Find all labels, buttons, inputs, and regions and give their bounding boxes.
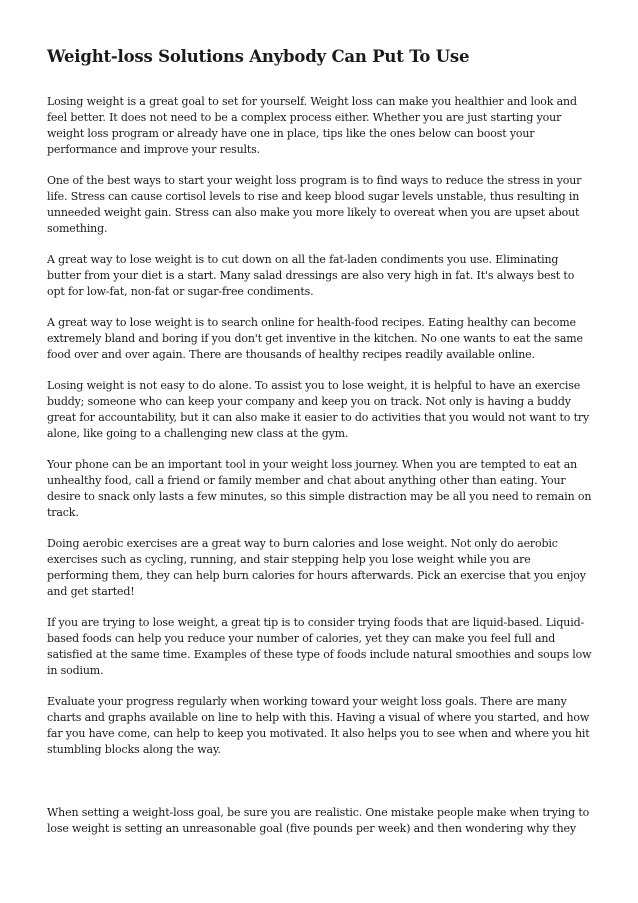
paragraph-stress: One of the best ways to start your weight loss program is to find ways to reduce the stress in your life. Stress can cause cortisol levels to rise and keep blood sugar levels unstable, thus resulting in unneeded weight gain. Stress can also make you more likely to overeat when you are upset about something. bbox=[47, 174, 582, 235]
paragraph-aerobic: Doing aerobic exercises are a great way to burn calories and lose weight. Not only do aerobic exercises such as cycling, running, and stair stepping help you lose weight while you are performing them, they can help burn calories for hours afterwards. Pick an exercise that you enjoy and get started! bbox=[47, 537, 586, 598]
paragraph-realistic-goal: When setting a weight-loss goal, be sure you are realistic. One mistake people make when trying to lose weight is setting an unreasonable goal (five pounds per week) and then wondering why they bbox=[47, 806, 590, 835]
paragraph-liquid-foods: If you are trying to lose weight, a great tip is to consider trying foods that are liquid-based. Liquid-based foods can help you reduce your number of calories, yet they can make you feel full and satisfied at the same time. Examples of these type of foods include natural smoothies and soups low in sodium. bbox=[47, 616, 592, 677]
paragraph-intro: Losing weight is a great goal to set for yourself. Weight loss can make you healthier and look and feel better. It does not need to be a complex process either. Whether you are just starting your weight loss program or already have one in place, tips like the ones below can boost your performance and improve your results. bbox=[47, 95, 577, 156]
paragraph-progress: Evaluate your progress regularly when working toward your weight loss goals. There are many charts and graphs available on line to help with this. Having a visual of where you started, and how far you have come, can help to keep you motivated. It also helps you to see when and where you hit stumbling blocks along the way. bbox=[47, 695, 590, 756]
paragraph-recipes: A great way to lose weight is to search online for health-food recipes. Eating healthy can become extremely bland and boring if you don't get inventive in the kitchen. No one wants to eat the same food over and over again. There are thousands of healthy recipes readily available online. bbox=[47, 316, 583, 361]
paragraph-phone: Your phone can be an important tool in your weight loss journey. When you are tempted to eat an unhealthy food, call a friend or family member and chat about anything other than eating. Your desire to snack only lasts a few minutes, so this simple distraction may be all you need to remain on track. bbox=[47, 458, 592, 519]
paragraph-condiments: A great way to lose weight is to cut down on all the fat-laden condiments you use. Eliminating butter from your diet is a start. Many salad dressings are also very high in fat. It's always best to opt for low-fat, non-fat or sugar-free condiments. bbox=[47, 253, 575, 298]
document-page bbox=[47, 46, 595, 852]
paragraph-buddy: Losing weight is not easy to do alone. To assist you to lose weight, it is helpful to have an exercise buddy; someone who can keep your company and keep you on track. Not only is having a buddy great for accountability, but it can also make it easier to do activities that you would not want to try alone, like going to a challenging new class at the gym. bbox=[47, 379, 590, 440]
document-title: Weight-loss Solutions Anybody Can Put To Use bbox=[47, 47, 470, 66]
